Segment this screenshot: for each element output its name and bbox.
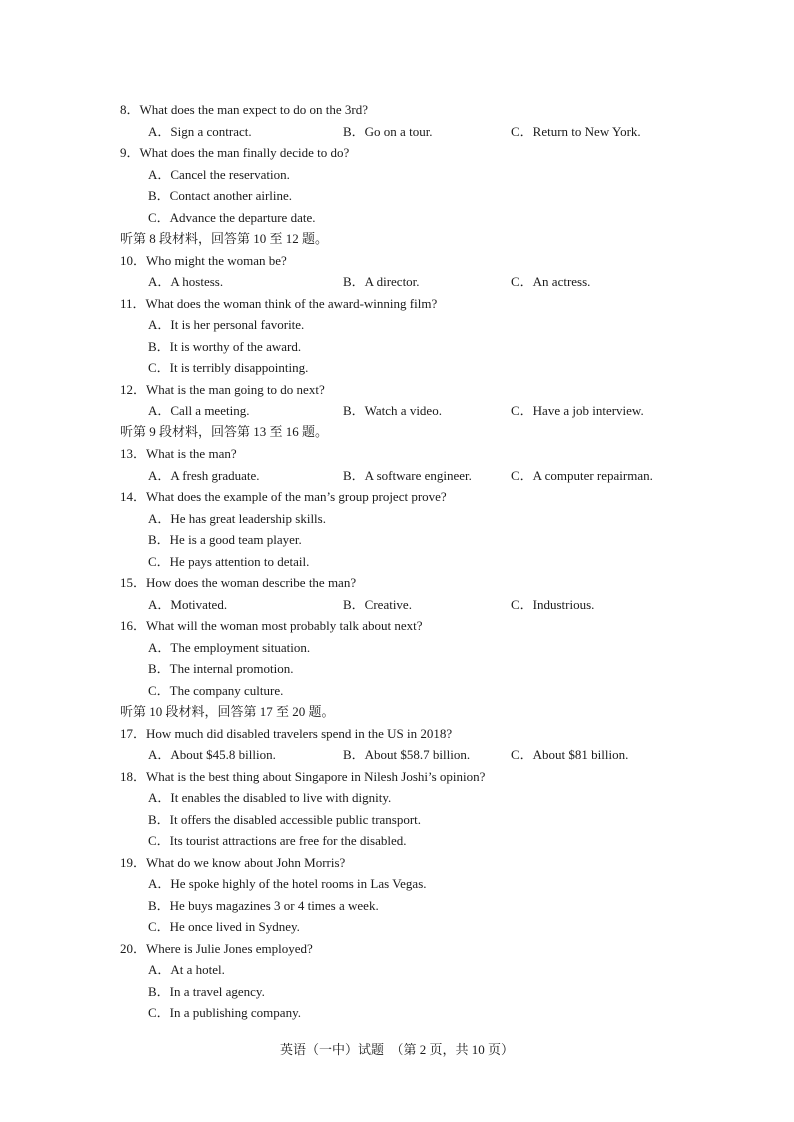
question-19-option-a: A．He spoke highly of the hotel rooms in Las Vegas. — [148, 876, 427, 891]
question-15-stem: 15．How does the woman describe the man? — [120, 575, 357, 590]
question-9-option-c: C．Advance the departure date. — [148, 210, 316, 225]
question-18-option-c: C．Its tourist attractions are free for the disabled. — [148, 833, 407, 848]
question-19-stem: 19．What do we know about John Morris? — [120, 855, 346, 870]
question-14-option-b: B．He is a good team player. — [148, 532, 302, 547]
question-20-stem: 20．Where is Julie Jones employed? — [120, 941, 313, 956]
question-16-option-c: C．The company culture. — [148, 683, 284, 698]
question-12-option-c: C．Have a job interview. — [511, 403, 644, 418]
question-16-option-b: B．The internal promotion. — [148, 661, 294, 676]
question-9-stem: 9．What does the man finally decide to do? — [120, 145, 350, 160]
question-13-option-b: B．A software engineer. — [343, 468, 472, 483]
question-18-option-b: B．It offers the disabled accessible public transport. — [148, 812, 422, 827]
question-15-option-c: C．Industrious. — [511, 597, 595, 612]
question-18-stem: 18．What is the best thing about Singapore in Nilesh Joshi’s opinion? — [120, 769, 486, 784]
question-17-option-c: C．About $81 billion. — [511, 747, 629, 762]
section-heading-10: 听第 10 段材料，回答第 17 至 20 题。 — [120, 704, 335, 719]
question-14-stem: 14．What does the example of the man’s group project prove? — [120, 489, 447, 504]
question-20-option-b: B．In a travel agency. — [148, 984, 265, 999]
question-8-option-a: A．Sign a contract. — [148, 124, 252, 139]
question-11-stem: 11．What does the woman think of the award-winning film? — [120, 296, 438, 311]
question-9-option-a: A．Cancel the reservation. — [148, 167, 290, 182]
question-20-option-c: C．In a publishing company. — [148, 1005, 301, 1020]
question-16-option-a: A．The employment situation. — [148, 640, 311, 655]
section-heading-8: 听第 8 段材料，回答第 10 至 12 题。 — [120, 231, 329, 246]
question-13-stem: 13．What is the man? — [120, 446, 237, 461]
question-8-stem: 8．What does the man expect to do on the 3rd? — [120, 102, 369, 117]
question-10-option-c: C．An actress. — [511, 274, 591, 289]
question-8-option-b: B．Go on a tour. — [343, 124, 433, 139]
question-11-option-b: B．It is worthy of the award. — [148, 339, 302, 354]
question-11-option-a: A．It is her personal favorite. — [148, 317, 305, 332]
question-14-option-a: A．He has great leadership skills. — [148, 511, 326, 526]
question-16-stem: 16．What will the woman most probably talk about next? — [120, 618, 423, 633]
question-19-option-c: C．He once lived in Sydney. — [148, 919, 300, 934]
question-12-option-a: A．Call a meeting. — [148, 403, 250, 418]
question-19-option-b: B．He buys magazines 3 or 4 times a week. — [148, 898, 379, 913]
question-20-option-a: A．At a hotel. — [148, 962, 225, 977]
question-17-stem: 17．How much did disabled travelers spend in the US in 2018? — [120, 726, 453, 741]
question-10-stem: 10．Who might the woman be? — [120, 253, 287, 268]
question-14-option-c: C．He pays attention to detail. — [148, 554, 310, 569]
question-18-option-a: A．It enables the disabled to live with dignity. — [148, 790, 392, 805]
question-13-option-a: A．A fresh graduate. — [148, 468, 260, 483]
question-10-option-a: A．A hostess. — [148, 274, 224, 289]
question-17-option-a: A．About $45.8 billion. — [148, 747, 276, 762]
question-12-option-b: B．Watch a video. — [343, 403, 442, 418]
question-17-option-b: B．About $58.7 billion. — [343, 747, 471, 762]
question-15-option-a: A．Motivated. — [148, 597, 228, 612]
section-heading-9: 听第 9 段材料，回答第 13 至 16 题。 — [120, 424, 329, 439]
question-11-option-c: C．It is terribly disappointing. — [148, 360, 309, 375]
question-15-option-b: B．Creative. — [343, 597, 412, 612]
question-12-stem: 12．What is the man going to do next? — [120, 382, 325, 397]
question-8-option-c: C．Return to New York. — [511, 124, 641, 139]
page-footer: 英语（一中）试题 （第 2 页，共 10 页） — [279, 1042, 514, 1057]
question-13-option-c: C．A computer repairman. — [511, 468, 653, 483]
question-10-option-b: B．A director. — [343, 274, 420, 289]
question-9-option-b: B．Contact another airline. — [148, 188, 293, 203]
